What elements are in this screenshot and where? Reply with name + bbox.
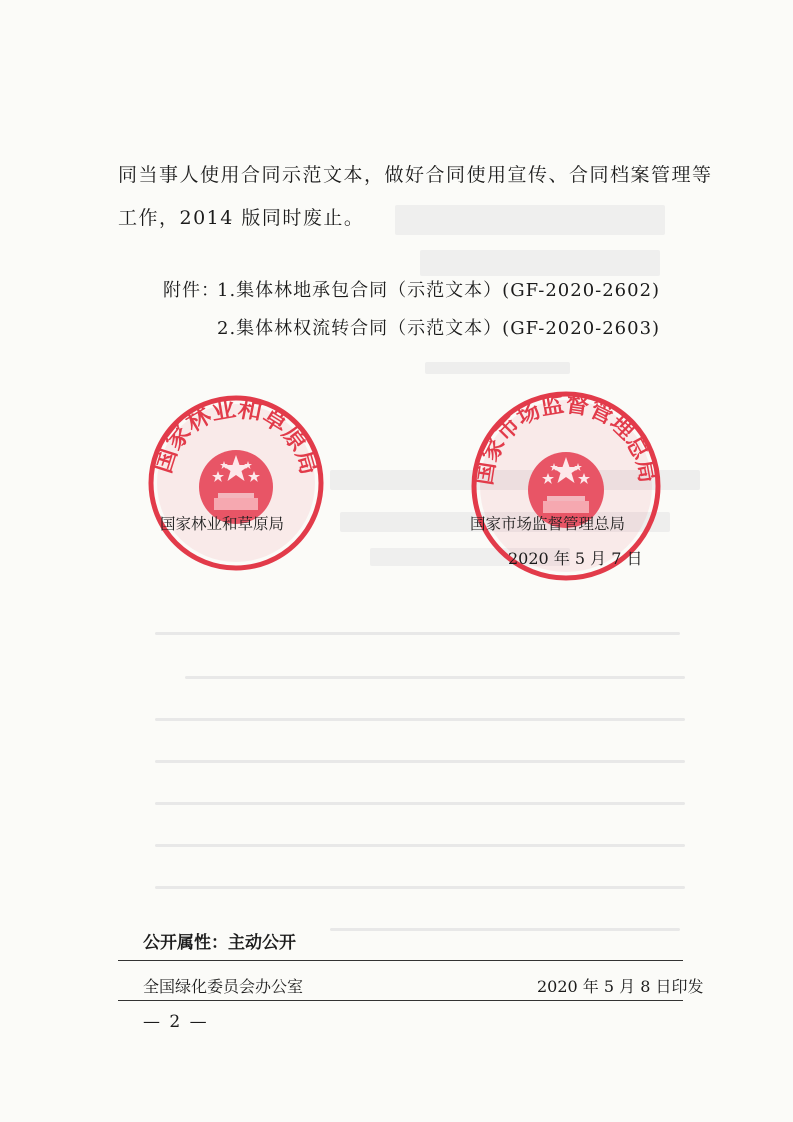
right-seal-text: 国家市场监督管理总局 [471,391,661,487]
disclosure-attribute: 公开属性：主动公开 [143,933,296,953]
signature-org-right: 国家市场监督管理总局 [470,515,626,533]
left-official-seal [146,393,326,573]
page-number: — 2 — [143,1012,209,1032]
left-seal-text: 国家林业和草原局 [148,394,324,478]
body-text-line-2: 工作，2014 版同时废止。 [118,207,365,229]
signature-org-left: 国家林业和草原局 [160,515,285,533]
attachment-item-2: 2.集体林权流转合同（示范文本）(GF-2020-2603) [217,318,661,339]
body-text-line-1: 同当事人使用合同示范文本，做好合同使用宣传、合同档案管理等 [118,164,713,186]
footer-issuer: 全国绿化委员会办公室 [143,977,304,996]
footer-print-date: 2020 年 5 月 8 日印发 [537,977,704,996]
signature-date: 2020 年 5 月 7 日 [508,549,643,568]
footer-bottom-rule [118,1000,683,1001]
footer-top-rule [118,960,683,961]
attachment-item-1: 1.集体林地承包合同（示范文本）(GF-2020-2602) [217,280,661,301]
attachments-label: 附件： [163,280,220,301]
